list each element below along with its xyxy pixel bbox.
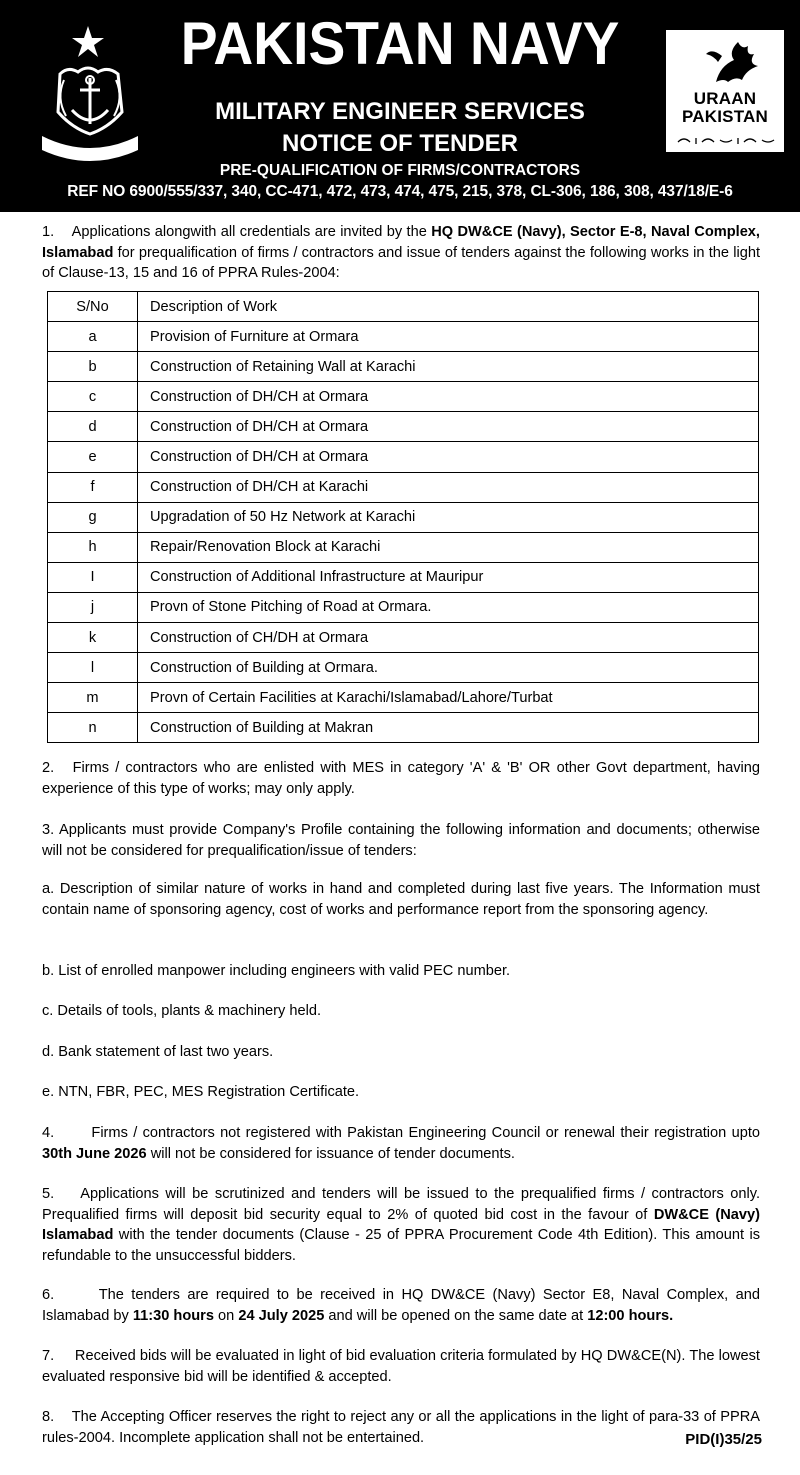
p5-payee: DW&CE (Navy) Islamabad [42,1206,760,1243]
row-description: Provn of Certain Facilities at Karachi/Islamabad/Lahore/Turbat [138,683,759,713]
paragraph-5 [42,1184,760,1266]
paragraph-8: 8. The Accepting Officer reserves the right to reject any or all the applications in the light of para-33 of PPRA rules-2004. Incomplete application shall not be entertained. [42,1409,760,1446]
notice-title: NOTICE OF TENDER [281,130,518,157]
row-description: Construction of Building at Makran [138,713,759,743]
row-sno: c [48,382,138,412]
table-row [48,713,759,743]
paragraph-6 [42,1285,760,1326]
column-header-sno: S/No [48,292,138,322]
table-row [48,623,759,653]
pid-number: PID(I)35/25 [685,1431,762,1448]
p6-opening-time: 12:00 hours. [587,1307,674,1324]
row-description: Construction of DH/CH at Karachi [138,472,759,502]
table-row [48,592,759,622]
p4-text-b: will not be considered for issuance of tender documents. [146,1145,515,1162]
p5-text-a: 5. Applications will be scrutinized and tenders will be issued to the prequalified firms / contractors only. Prequalified firms will deposit bid security equal to 2% of quoted bid cost in the favour of [42,1186,760,1223]
table-row [48,382,759,412]
paragraph-3e: e. NTN, FBR, PEC, MES Registration Certificate. [42,1084,360,1100]
row-description: Construction of Building at Ormara. [138,653,759,683]
p6-date: 24 July 2025 [238,1307,325,1324]
p1-text-b: for prequalification of firms / contractors and issue of tenders against the following works in the light of Clause-13, 15 and 16 of PPRA Rules-2004: [42,244,760,281]
row-sno: l [48,653,138,683]
table-row [48,352,759,382]
p6-text-b: on [213,1307,239,1324]
table-row [48,412,759,442]
table-row [48,532,759,562]
p6-text-c: and will be opened on the same date at [324,1307,588,1324]
row-sno: e [48,442,138,472]
row-sno: n [48,713,138,743]
logo-line1: URAAN [693,89,757,108]
row-sno: a [48,322,138,352]
p1-office: HQ DW&CE (Navy), Sector E-8, Naval Complex, Islamabad [42,224,760,261]
table-row [48,322,759,352]
table-row [48,562,759,592]
row-description: Upgradation of 50 Hz Network at Karachi [138,502,759,532]
column-header-description: Description of Work [138,292,759,322]
row-sno: h [48,532,138,562]
row-sno: j [48,592,138,622]
row-description: Provn of Stone Pitching of Road at Ormara. [138,592,759,622]
row-description: Repair/Renovation Block at Karachi [138,532,759,562]
works-table [47,291,759,743]
row-description: Construction of DH/CH at Ormara [138,412,759,442]
pakistan-navy-emblem [38,18,142,168]
table-row [48,442,759,472]
navy-emblem-icon [38,18,142,168]
prequalification-title: PRE-QUALIFICATION OF FIRMS/CONTRACTORS [219,162,581,179]
table-row [48,502,759,532]
paragraph-2: 2. Firms / contractors who are enlisted with MES in category 'A' & 'B' OR other Govt department, having experience of this type of works; may only apply. [42,760,760,797]
p5-text-b: with the tender documents (Clause - 25 of PPRA Procurement Code 4th Edition). This amount is refundable to the unsuccessful bidders. [42,1227,760,1264]
row-sno: k [48,623,138,653]
uraan-pakistan-logo [666,30,784,152]
table-row [48,683,759,713]
reference-number: REF NO 6900/555/337, 340, CC-471, 472, 473, 474, 475, 215, 378, CL-306, 186, 308, 437/18/E-6 [67,183,733,200]
paragraph-1 [42,222,760,284]
p4-text-a: 4. Firms / contractors not registered with Pakistan Engineering Council or renewal their registration upto [42,1125,760,1141]
row-description: Construction of DH/CH at Ormara [138,382,759,412]
paragraph-3: 3. Applicants must provide Company's Profile containing the following information and documents; otherwise will not be considered for prequalification/issue of tenders: [42,822,760,859]
row-description: Construction of CH/DH at Ormara [138,623,759,653]
paragraph-3b: b. List of enrolled manpower including engineers with valid PEC number. [42,963,511,979]
row-description: Construction of Retaining Wall at Karachi [138,352,759,382]
row-description: Provision of Furniture at Ormara [138,322,759,352]
paragraph-4 [42,1123,760,1164]
logo-line2: PAKISTAN [682,107,768,126]
paragraph-7: 7. Received bids will be evaluated in light of bid evaluation criteria formulated by HQ DW&CE(N). The lowest evaluated responsive bid will be identified & accepted. [42,1348,760,1385]
paragraph-3a: a. Description of similar nature of works in hand and completed during last five years. The Information must contain name of sponsoring agency, cost of works and performance report from the sponsoring agency. [42,881,760,918]
row-sno: m [48,683,138,713]
row-sno: b [48,352,138,382]
eagle-icon [666,30,784,90]
table-row [48,653,759,683]
paragraph-3c: c. Details of tools, plants & machinery held. [42,1003,322,1019]
p6-text-a: 6. The tenders are required to be received in HQ DW&CE (Navy) Sector E8, Naval Complex, and Islamabad by [42,1287,760,1324]
row-sno: g [48,502,138,532]
department-title: MILITARY ENGINEER SERVICES [215,98,585,125]
row-sno: d [48,412,138,442]
table-row [48,472,759,502]
p1-text-a: 1. Applications alongwith all credentials are invited by the [42,224,432,240]
table-header-row [48,292,759,322]
p6-time: 11:30 hours [132,1307,214,1324]
p4-date: 30th June 2026 [42,1145,147,1162]
row-sno: f [48,472,138,502]
urdu-tagline-icon [674,134,776,146]
paragraph-3d: d. Bank statement of last two years. [42,1044,274,1060]
row-description: Construction of DH/CH at Ormara [138,442,759,472]
header-banner [0,0,800,212]
row-description: Construction of Additional Infrastructure at Mauripur [138,562,759,592]
row-sno: I [48,562,138,592]
page-title: PAKISTAN NAVY [180,10,620,77]
